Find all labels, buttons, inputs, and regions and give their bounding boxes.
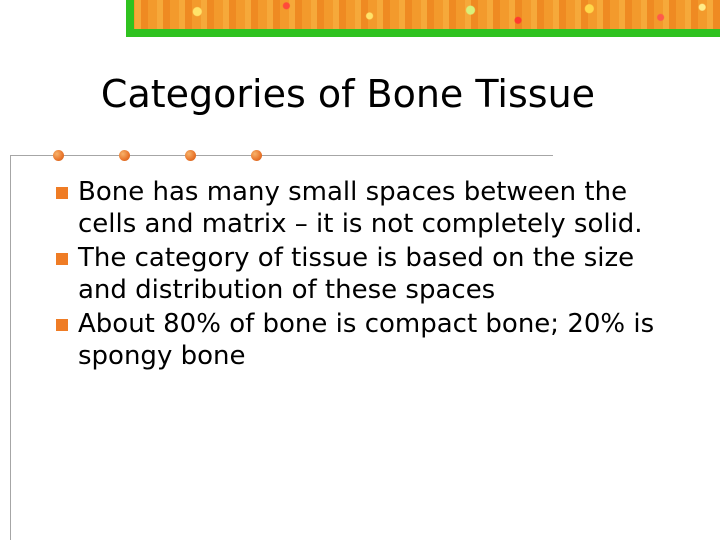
horizontal-divider	[10, 155, 553, 156]
bullet-item	[56, 176, 676, 240]
bullet-list	[56, 176, 676, 374]
decorative-dot	[185, 150, 196, 161]
decorative-dot	[251, 150, 262, 161]
bullet-text: About 80% of bone is compact bone; 20% is spongy bone	[78, 309, 655, 371]
square-bullet-icon	[56, 253, 68, 265]
decorative-dot	[53, 150, 64, 161]
square-bullet-icon	[56, 187, 68, 199]
slide-title: Categories of Bone Tissue	[100, 72, 596, 116]
bullet-item	[56, 308, 676, 372]
banner-green-stripe	[126, 29, 720, 37]
vertical-divider	[10, 155, 11, 540]
decorative-banner	[126, 0, 720, 29]
bullet-text: The category of tissue is based on the size and distribution of these spaces	[78, 243, 635, 305]
decorative-dot	[119, 150, 130, 161]
bullet-text: Bone has many small spaces between the cells and matrix – it is not completely solid.	[78, 177, 643, 239]
square-bullet-icon	[56, 319, 68, 331]
bullet-item	[56, 242, 676, 306]
